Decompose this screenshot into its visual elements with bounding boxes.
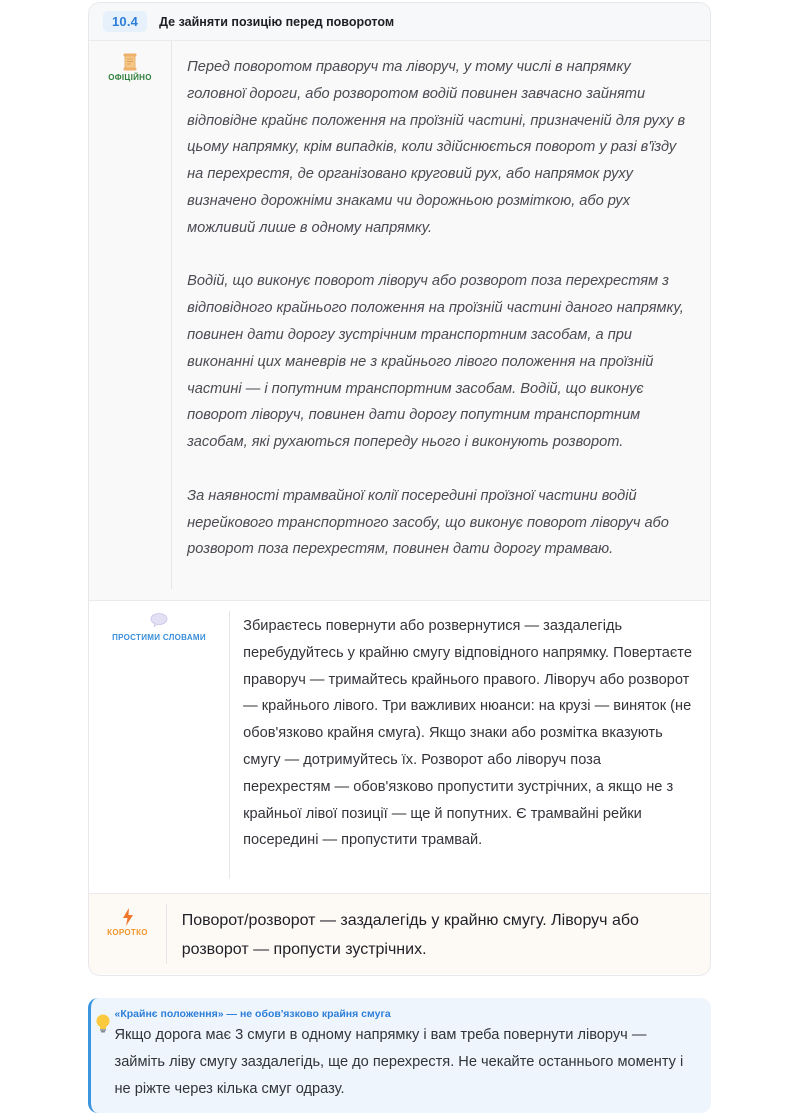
plain-text: Збираєтесь повернути або розвернутися — заздалегідь перебудуйтесь у крайню смугу відповідного напрямку. Повертаєте праворуч — тримайтесь крайнього правого. Ліворуч або розворот — крайнього лівого. Три важливих нюанси: на крузі — виняток (не обов'язково крайня смуга). Якщо знаки або розмітка вказують смугу — дотримуйтесь їх. Розворот або ліворуч поза перехрестям — обов'язково пропустити зустрічних, а якщо не з крайньої лівої позиції — ще й попутних. Є трамвайні рейки посередині — пропустити трамвай. xyxy=(243,618,692,849)
official-text xyxy=(171,41,710,600)
short-label-block xyxy=(89,894,166,974)
official-label-block xyxy=(89,41,171,600)
scroll-icon xyxy=(122,53,138,71)
tip-callout xyxy=(88,998,711,1113)
short-label: КОРОТКО xyxy=(107,928,148,937)
rule-header xyxy=(89,3,710,41)
plain-words-section xyxy=(89,601,710,894)
lightning-icon xyxy=(122,908,134,926)
speech-bubble-icon xyxy=(150,613,168,631)
short-section xyxy=(89,894,710,974)
tip-content xyxy=(115,998,712,1113)
rule-title: Де зайняти позицію перед поворотом xyxy=(159,14,395,29)
rule-number-badge: 10.4 xyxy=(103,11,147,32)
plain-label: ПРОСТИМИ СЛОВАМИ xyxy=(112,633,206,642)
rule-card xyxy=(88,2,711,976)
tip-title: «Крайнє положення» — не обов'язково крайня смуга xyxy=(114,1008,391,1020)
tip-text: Якщо дорога має 3 смуги в одному напрямку і вам треба повернути ліворуч — займіть ліву смугу заздалегідь, ще до перехрестя. Не чекайте останнього моменту і не ріжте через кілька смуг одразу. xyxy=(114,1027,684,1097)
official-paragraph: Перед поворотом праворуч та ліворуч, у тому числі в напрямку головної дороги, або розворотом водій повинен завчасно зайняти відповідне крайнє положення на проїзній частині, призначеній для руху в цьому напрямку, крім випадків, коли здійснюється поворот у разі в'їзду на перехрестя, де організовано круговий рух, або напрямок руху визначено дорожніми знаками чи дорожньою розміткою, або рух можливий лише в одному напрямку. xyxy=(187,59,686,236)
official-paragraph: За наявності трамвайної колії посередині проїзної частини водій нерейкового транспортного засобу, що виконує поворот ліворуч або розворот поза перехрестям, повинен дати дорогу трамваю. xyxy=(187,487,669,558)
official-section xyxy=(89,41,710,601)
plain-label-block xyxy=(89,601,229,893)
official-label: ОФІЦІЙНО xyxy=(108,73,152,82)
short-text: Поворот/розворот — заздалегідь у крайню смугу. Ліворуч або розворот — пропусти зустрічних. xyxy=(181,912,639,958)
official-paragraph: Водій, що виконує поворот ліворуч або розворот поза перехрестям з відповідного крайнього положення на проїзній частині даного напрямку, повинен дати дорогу зустрічним транспортним засобам, а при виконанні цих маневрів не з крайнього лівого положення на проїзній частині — і попутним транспортним засобам. Водій, що виконує поворот ліворуч, повинен дати дорогу попутним транспортним засобам, які рухаються попереду нього і виконують розворот. xyxy=(187,273,684,451)
lightbulb-icon xyxy=(91,998,115,1113)
